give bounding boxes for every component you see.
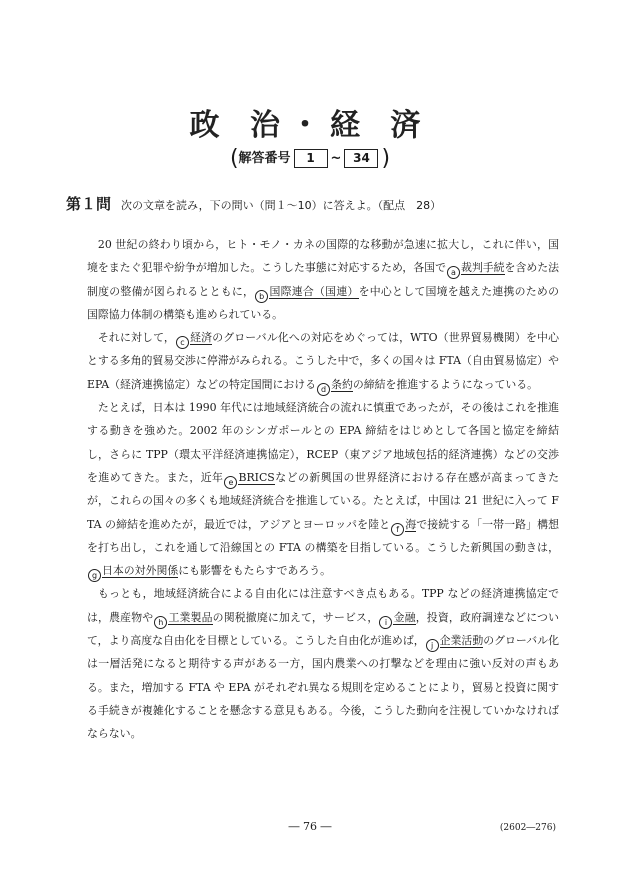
- marker-b: b: [255, 290, 268, 303]
- answer-number-range: [0, 146, 620, 171]
- marker-c: c: [176, 336, 189, 349]
- text-segment: の関税撤廃に加えて，サービス，: [212, 610, 379, 624]
- open-paren: (: [229, 146, 239, 171]
- marker-g: g: [88, 569, 101, 582]
- text-segment: それに対して，: [97, 331, 175, 345]
- paragraph-3: [87, 396, 559, 582]
- passage: [87, 233, 559, 746]
- answer-range-start-box: 1: [294, 149, 328, 168]
- paragraph-4: [87, 582, 559, 745]
- underlined-term-d: 条約: [331, 377, 353, 391]
- underlined-term-i: 金融: [393, 610, 416, 624]
- question-instruction: 次の文章を読み，下の問い（問１～10）に答えよ。（配点 28）: [121, 199, 442, 212]
- underlined-term-g: 日本の対外関係: [102, 564, 179, 578]
- text-segment: の締結を推進するようになっている。: [352, 377, 539, 391]
- underlined-term-c: 経済: [189, 331, 213, 345]
- exam-code: (2602―276): [499, 823, 556, 833]
- page-number: ― 76 ―: [288, 820, 332, 833]
- text-segment: を含めた法制度の整備が図られるとともに，: [87, 261, 560, 298]
- text-segment: もっとも，地域経済統合による自由化には注意すべき点もある。TPP などの経済連携協定では，農産物や: [87, 587, 559, 624]
- marker-f: f: [391, 523, 404, 536]
- text-segment: を中心として国境を越えた連携のための国際協力体制の構築も進められている。: [87, 284, 559, 321]
- close-paren: ): [381, 146, 391, 171]
- text-segment: で接続する「一帯一路」構想を打ち出し，これを通して沿線国との FTA の構築を目指している。こうした新興国の動きは，: [87, 517, 559, 554]
- page-title: 政 治・経 済: [189, 108, 431, 143]
- answer-range-end-box: 34: [344, 149, 378, 168]
- underlined-term-a: 裁判手続: [460, 261, 505, 275]
- text-segment: のグローバル化は一層活発になると期待する声がある一方，国内農業への打撃などを理由に強い反対の声もある。また，増加する FTA や EPA がそれぞれ異なる規則を定めることにより，貿易と投資に関する手続きが複雑化することを懸念する意見もある。今後，こうした動向を注視していかなければならない。: [87, 634, 559, 741]
- underlined-term-j: 企業活動: [439, 634, 484, 648]
- text-segment: のグローバル化への対応をめぐっては，WTO（世界貿易機関）を中心とする多角的貿易交渉に停滞がみられる。こうした中で，多くの国々は FTA（自由貿易協定）や EPA（経済連携協定）などの特定国間における: [87, 331, 559, 391]
- marker-h: h: [154, 616, 167, 629]
- text-segment: などの新興国の世界経済における存在感が高まってきたが，これらの国々の多くも地域経済統合を推進している。たとえば，中国は 21 世紀に入って FTA の締結を進めたが，最近では，アジアとヨーロッパを陸と: [87, 470, 559, 531]
- paragraph-2: [87, 326, 559, 396]
- underlined-term-b: 国際連合（国連）: [269, 284, 359, 298]
- answer-range-separator: ~: [330, 151, 342, 166]
- marker-d: d: [317, 383, 330, 396]
- marker-e: e: [224, 476, 237, 489]
- marker-j: j: [426, 639, 439, 652]
- text-segment: ，投資，政府調達などについて，より高度な自由化を目標としている。こうした自由化が進めば，: [87, 610, 559, 648]
- paragraph-1: [87, 233, 559, 326]
- text-segment: たとえば，日本は 1990 年代には地域経済統合の流れに慎重であったが，その後はこれを推進する動きを強めた。2002 年のシンガポールとの EPA 締結をはじめとして各国と協定を締結し，さらに TPP（環太平洋経済連携協定），RCEP（東アジア地域包括的経済連携）などの交渉を進めてきた。また，近年: [87, 401, 559, 484]
- text-segment: 20 世紀の終わり頃から，ヒト・モノ・カネの国際的な移動が急速に拡大し，これに伴い，国境をまたぐ犯罪や紛争が増加した。こうした事態に対応するため，各国で: [87, 238, 559, 275]
- marker-a: a: [447, 266, 460, 279]
- underlined-term-e: BRICS: [238, 470, 275, 484]
- underlined-term-h: 工業製品: [168, 610, 213, 624]
- answer-number-label: 解答番号: [238, 151, 291, 166]
- question-heading: [66, 193, 441, 214]
- marker-i: i: [379, 616, 392, 629]
- text-segment: にも影響をもたらすであろう。: [178, 564, 332, 578]
- underlined-term-f: 海: [405, 517, 417, 531]
- question-label: 第１問: [66, 195, 112, 213]
